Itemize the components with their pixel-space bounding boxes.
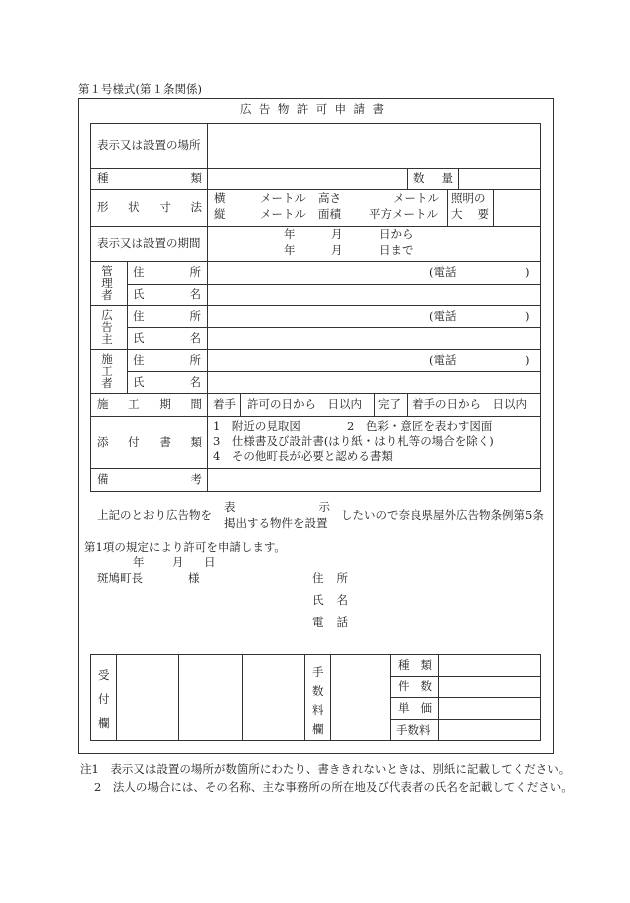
attachments-label: 添 付 書 類 <box>97 435 202 449</box>
addressee: 斑鳩町長 <box>97 571 143 585</box>
advertiser-name-label: 氏 名 <box>133 331 201 345</box>
manager-phone-close: ) <box>525 265 530 279</box>
rule <box>127 284 541 285</box>
dim-vertical-unit: メートル <box>260 207 306 221</box>
rule <box>127 327 541 328</box>
period-year-1: 年 <box>284 227 296 241</box>
statement-option-install: 掲出する物件を設置 <box>224 516 328 530</box>
attachment-item-2: 2 色彩・意匠を表わす図面 <box>347 419 493 433</box>
date-month: 月 <box>172 555 184 569</box>
lighting-label-2-wrap <box>451 209 489 221</box>
rule <box>90 226 541 227</box>
dimensions-label: 形 状 寸 法 <box>97 200 202 214</box>
rule <box>407 393 408 416</box>
dim-height-unit: メートル <box>393 191 439 205</box>
construction-label: 施 工 期 間 <box>97 397 202 411</box>
applicant-name-label-wrap <box>312 595 348 607</box>
fee-type-label-wrap <box>398 660 432 672</box>
form-title-text: 広 告 物 許 可 申 請 書 <box>240 102 390 116</box>
rule <box>90 189 541 190</box>
rule <box>458 168 459 189</box>
construction-done-label: 完了 <box>378 397 401 411</box>
rule <box>90 393 541 394</box>
quantity-label: 数 量 <box>413 171 453 185</box>
applicant-phone-label-wrap <box>312 617 348 629</box>
fee-type-label: 種 類 <box>398 658 432 672</box>
fee-count-label-wrap <box>398 681 432 693</box>
period-month-1: 月 <box>331 227 343 241</box>
fee-label: 手数料欄 <box>312 665 324 736</box>
attachments-label-wrap <box>97 437 202 449</box>
rule <box>390 697 541 698</box>
dim-width-label: 横 <box>214 191 226 205</box>
rule <box>390 719 541 720</box>
contractor-name-label: 氏 名 <box>133 375 201 389</box>
statement-line2: 第1項の規定により許可を申請します。 <box>84 540 286 554</box>
date-year: 年 <box>133 555 145 569</box>
type-label: 種 類 <box>97 171 202 185</box>
group-manager-label: 管理者 <box>101 264 113 302</box>
contractor-address-label: 住 所 <box>133 353 201 367</box>
dim-vertical-label: 縦 <box>214 207 226 221</box>
group-contractor-label: 施工者 <box>101 352 113 390</box>
rule <box>407 168 408 189</box>
rule <box>330 654 331 741</box>
statement-option-display: 表 示 <box>224 500 330 514</box>
form-id: 第１号様式(第１条関係) <box>78 82 202 96</box>
type-label-wrap <box>97 173 202 185</box>
rule <box>127 371 541 372</box>
fee-count-label: 件 数 <box>398 679 432 693</box>
dimensions-label-wrap <box>97 202 202 214</box>
rule <box>178 654 179 741</box>
location-label: 表示又は設置の場所 <box>97 138 201 152</box>
applicant-address-label: 住 所 <box>312 571 348 585</box>
contractor-phone-close: ) <box>525 353 530 367</box>
rule <box>90 305 541 306</box>
advertiser-phone-close: ) <box>525 309 530 323</box>
rule <box>90 261 541 262</box>
advertiser-phone-open: (電話 <box>429 309 457 323</box>
rule <box>90 416 541 417</box>
rule <box>90 349 541 350</box>
period-from: 日から <box>379 227 414 241</box>
period-month-2: 月 <box>331 243 343 257</box>
rule <box>493 189 494 226</box>
period-year-2: 年 <box>284 243 296 257</box>
lighting-label-1: 照明の <box>451 191 486 205</box>
quantity-field[interactable] <box>460 169 539 188</box>
attachment-item-1: 1 附近の見取図 <box>213 419 301 433</box>
note-1: 注1 表示又は設置の場所が数箇所にわたり、書ききれないときは、別紙に記載してください。 <box>80 762 571 776</box>
manager-name-label: 氏 名 <box>133 287 201 301</box>
dim-height-label: 高さ <box>318 191 341 205</box>
fee-unit-price-label-wrap <box>398 703 432 715</box>
remarks-field[interactable] <box>209 469 539 490</box>
rule <box>390 676 541 677</box>
date-day: 日 <box>204 555 216 569</box>
reception-label: 受付欄 <box>98 668 110 730</box>
construction-start-label: 着手 <box>213 397 236 411</box>
advertiser-name-label-wrap <box>133 333 201 345</box>
quantity-label-wrap <box>413 173 453 185</box>
contractor-phone-open: (電話 <box>429 353 457 367</box>
statement-option-display-wrap <box>224 502 330 514</box>
construction-start-text: 許可の日から 日以内 <box>247 397 362 411</box>
construction-label-wrap <box>97 399 202 411</box>
rule <box>242 654 243 741</box>
manager-address-label-wrap <box>133 267 201 279</box>
period-until: 日まで <box>379 243 414 257</box>
manager-name-label-wrap <box>133 289 201 301</box>
applicant-name-label: 氏 名 <box>312 593 348 607</box>
applicant-address-label-wrap <box>312 573 348 585</box>
fee-amount-label: 手数料 <box>396 723 431 737</box>
statement-post: したいので奈良県屋外広告物条例第5条 <box>341 508 544 522</box>
advertiser-address-label: 住 所 <box>133 309 201 323</box>
rule <box>116 654 117 741</box>
contractor-address-label-wrap <box>133 355 201 367</box>
form-title <box>240 104 390 116</box>
location-field[interactable] <box>209 125 539 167</box>
dim-area-label: 面積 <box>318 207 341 221</box>
contractor-name-label-wrap <box>133 377 201 389</box>
type-field[interactable] <box>209 169 405 188</box>
honorific: 様 <box>188 571 200 585</box>
manager-phone-open: (電話 <box>429 265 457 279</box>
advertiser-address-label-wrap <box>133 311 201 323</box>
rule <box>374 393 375 416</box>
attachment-item-3: 3 仕様書及び設計書(はり紙・はり札等の場合を除く) <box>213 434 494 448</box>
fee-unit-price-label: 単 価 <box>398 701 432 715</box>
lighting-field[interactable] <box>495 190 539 225</box>
lighting-label-2: 大 要 <box>451 207 489 221</box>
remarks-label-wrap <box>97 474 202 486</box>
group-advertiser-label: 広告主 <box>101 308 113 346</box>
attachment-item-4: 4 その他町長が必要と認める書類 <box>213 449 393 463</box>
rule <box>447 189 448 226</box>
rule <box>240 393 241 416</box>
manager-address-label: 住 所 <box>133 265 201 279</box>
period-label: 表示又は設置の期間 <box>97 236 201 250</box>
remarks-label: 備 考 <box>97 472 202 486</box>
statement-pre: 上記のとおり広告物を <box>97 508 212 522</box>
construction-done-text: 着手の日から 日以内 <box>412 397 527 411</box>
applicant-phone-label: 電 話 <box>312 615 348 629</box>
rule <box>207 123 208 492</box>
dim-width-unit: メートル <box>260 191 306 205</box>
rule <box>127 261 128 393</box>
rule <box>304 654 305 741</box>
note-2: 2 法人の場合には、その名称、主な事務所の所在地及び代表者の氏名を記載してください。 <box>94 780 573 794</box>
dim-area-unit: 平方メートル <box>369 207 438 221</box>
